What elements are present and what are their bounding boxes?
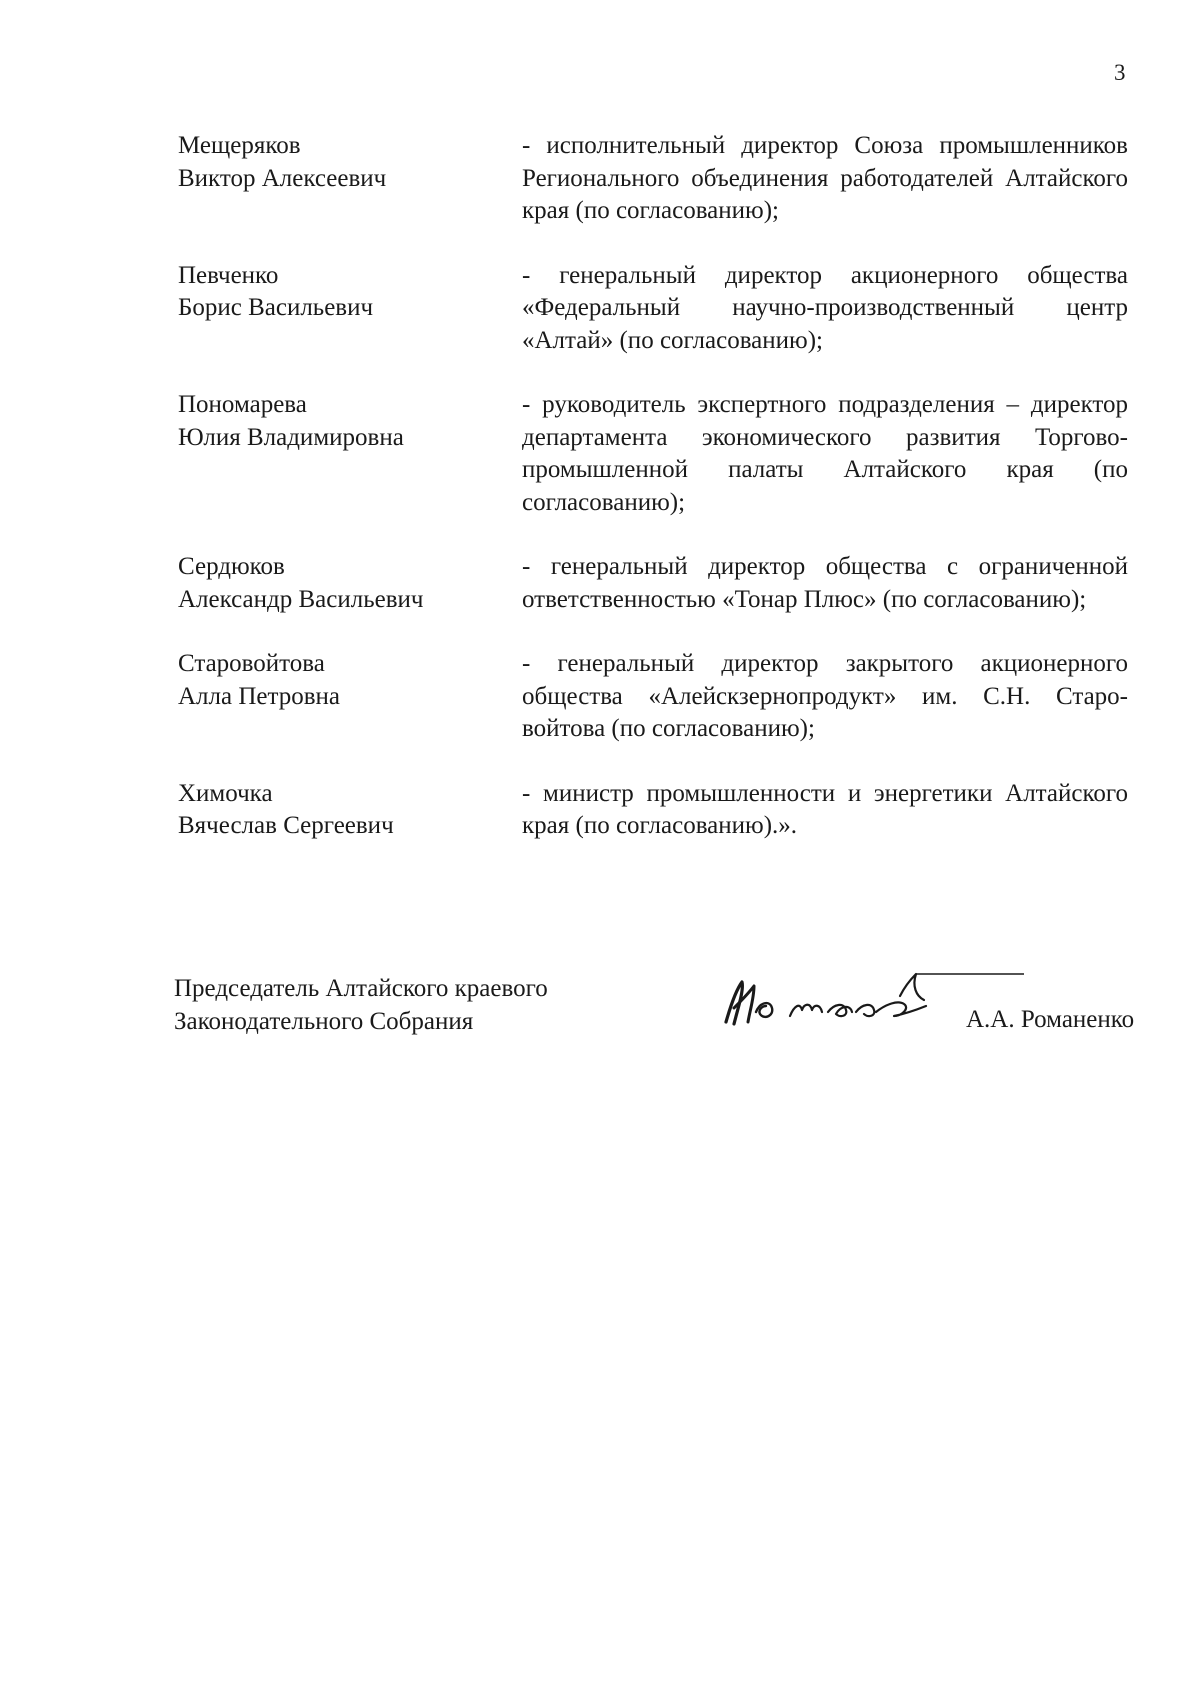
member-given-name: Виктор Алексеевич: [178, 164, 387, 192]
member-row: [178, 778, 1128, 843]
member-given-name: Александр Васильевич: [178, 585, 424, 613]
signer-name: А.А. Романенко: [966, 1006, 1135, 1033]
member-name: [178, 260, 522, 358]
signature-block: [174, 972, 1154, 1052]
member-name: [178, 389, 522, 519]
member-role: - генеральный директор общества с ограниченной ответственностью «Тонар Плюс» (по согласованию);: [522, 553, 1128, 613]
signer-position-line: Председатель Алтайского краевого: [174, 975, 548, 1002]
member-name: [178, 130, 522, 228]
member-row: [178, 551, 1128, 616]
member-name: [178, 551, 522, 616]
member-role: - генеральный директор закрытого акционерного общества «Алейскзернопродукт» им. С.Н. Старо-войтова (по согласованию);: [522, 650, 1128, 742]
signer-position: [174, 972, 548, 1038]
member-given-name: Вячеслав Сергеевич: [178, 812, 394, 839]
commission-member-list: [178, 130, 1128, 875]
member-role: - генеральный директор акционерного общества «Федеральный научно-производственный центр «Алтай» (по согласованию);: [522, 261, 1128, 354]
member-row: [178, 389, 1128, 519]
member-surname: Химочка: [178, 779, 273, 807]
member-surname: Старовойтова: [178, 650, 325, 677]
member-role: - исполнительный директор Союза промышленников Регионального объединения работодателей Алтайского края (по согласованию);: [522, 132, 1128, 224]
member-surname: Сердюков: [178, 553, 285, 580]
member-row: [178, 648, 1128, 746]
member-name: [178, 778, 522, 843]
page-number: 3: [1114, 60, 1126, 85]
member-row: [178, 260, 1128, 358]
member-role: - министр промышленности и энергетики Алтайского края (по согласованию).».: [522, 779, 1128, 839]
signer-position-line: Законодательного Собрания: [174, 1008, 474, 1035]
member-name: [178, 648, 522, 746]
member-role: - руководитель экспертного подразделения – директор департамента экономического развития Торгово-промышленной палаты Алтайского края (по согласованию);: [522, 391, 1128, 516]
member-surname: Мещеряков: [178, 132, 301, 159]
member-surname: Пономарева: [178, 391, 307, 418]
member-row: [178, 130, 1128, 228]
member-given-name: Борис Васильевич: [178, 294, 374, 321]
member-surname: Певченко: [178, 261, 279, 289]
member-given-name: Юлия Владимировна: [178, 423, 404, 451]
member-given-name: Алла Петровна: [178, 682, 341, 710]
